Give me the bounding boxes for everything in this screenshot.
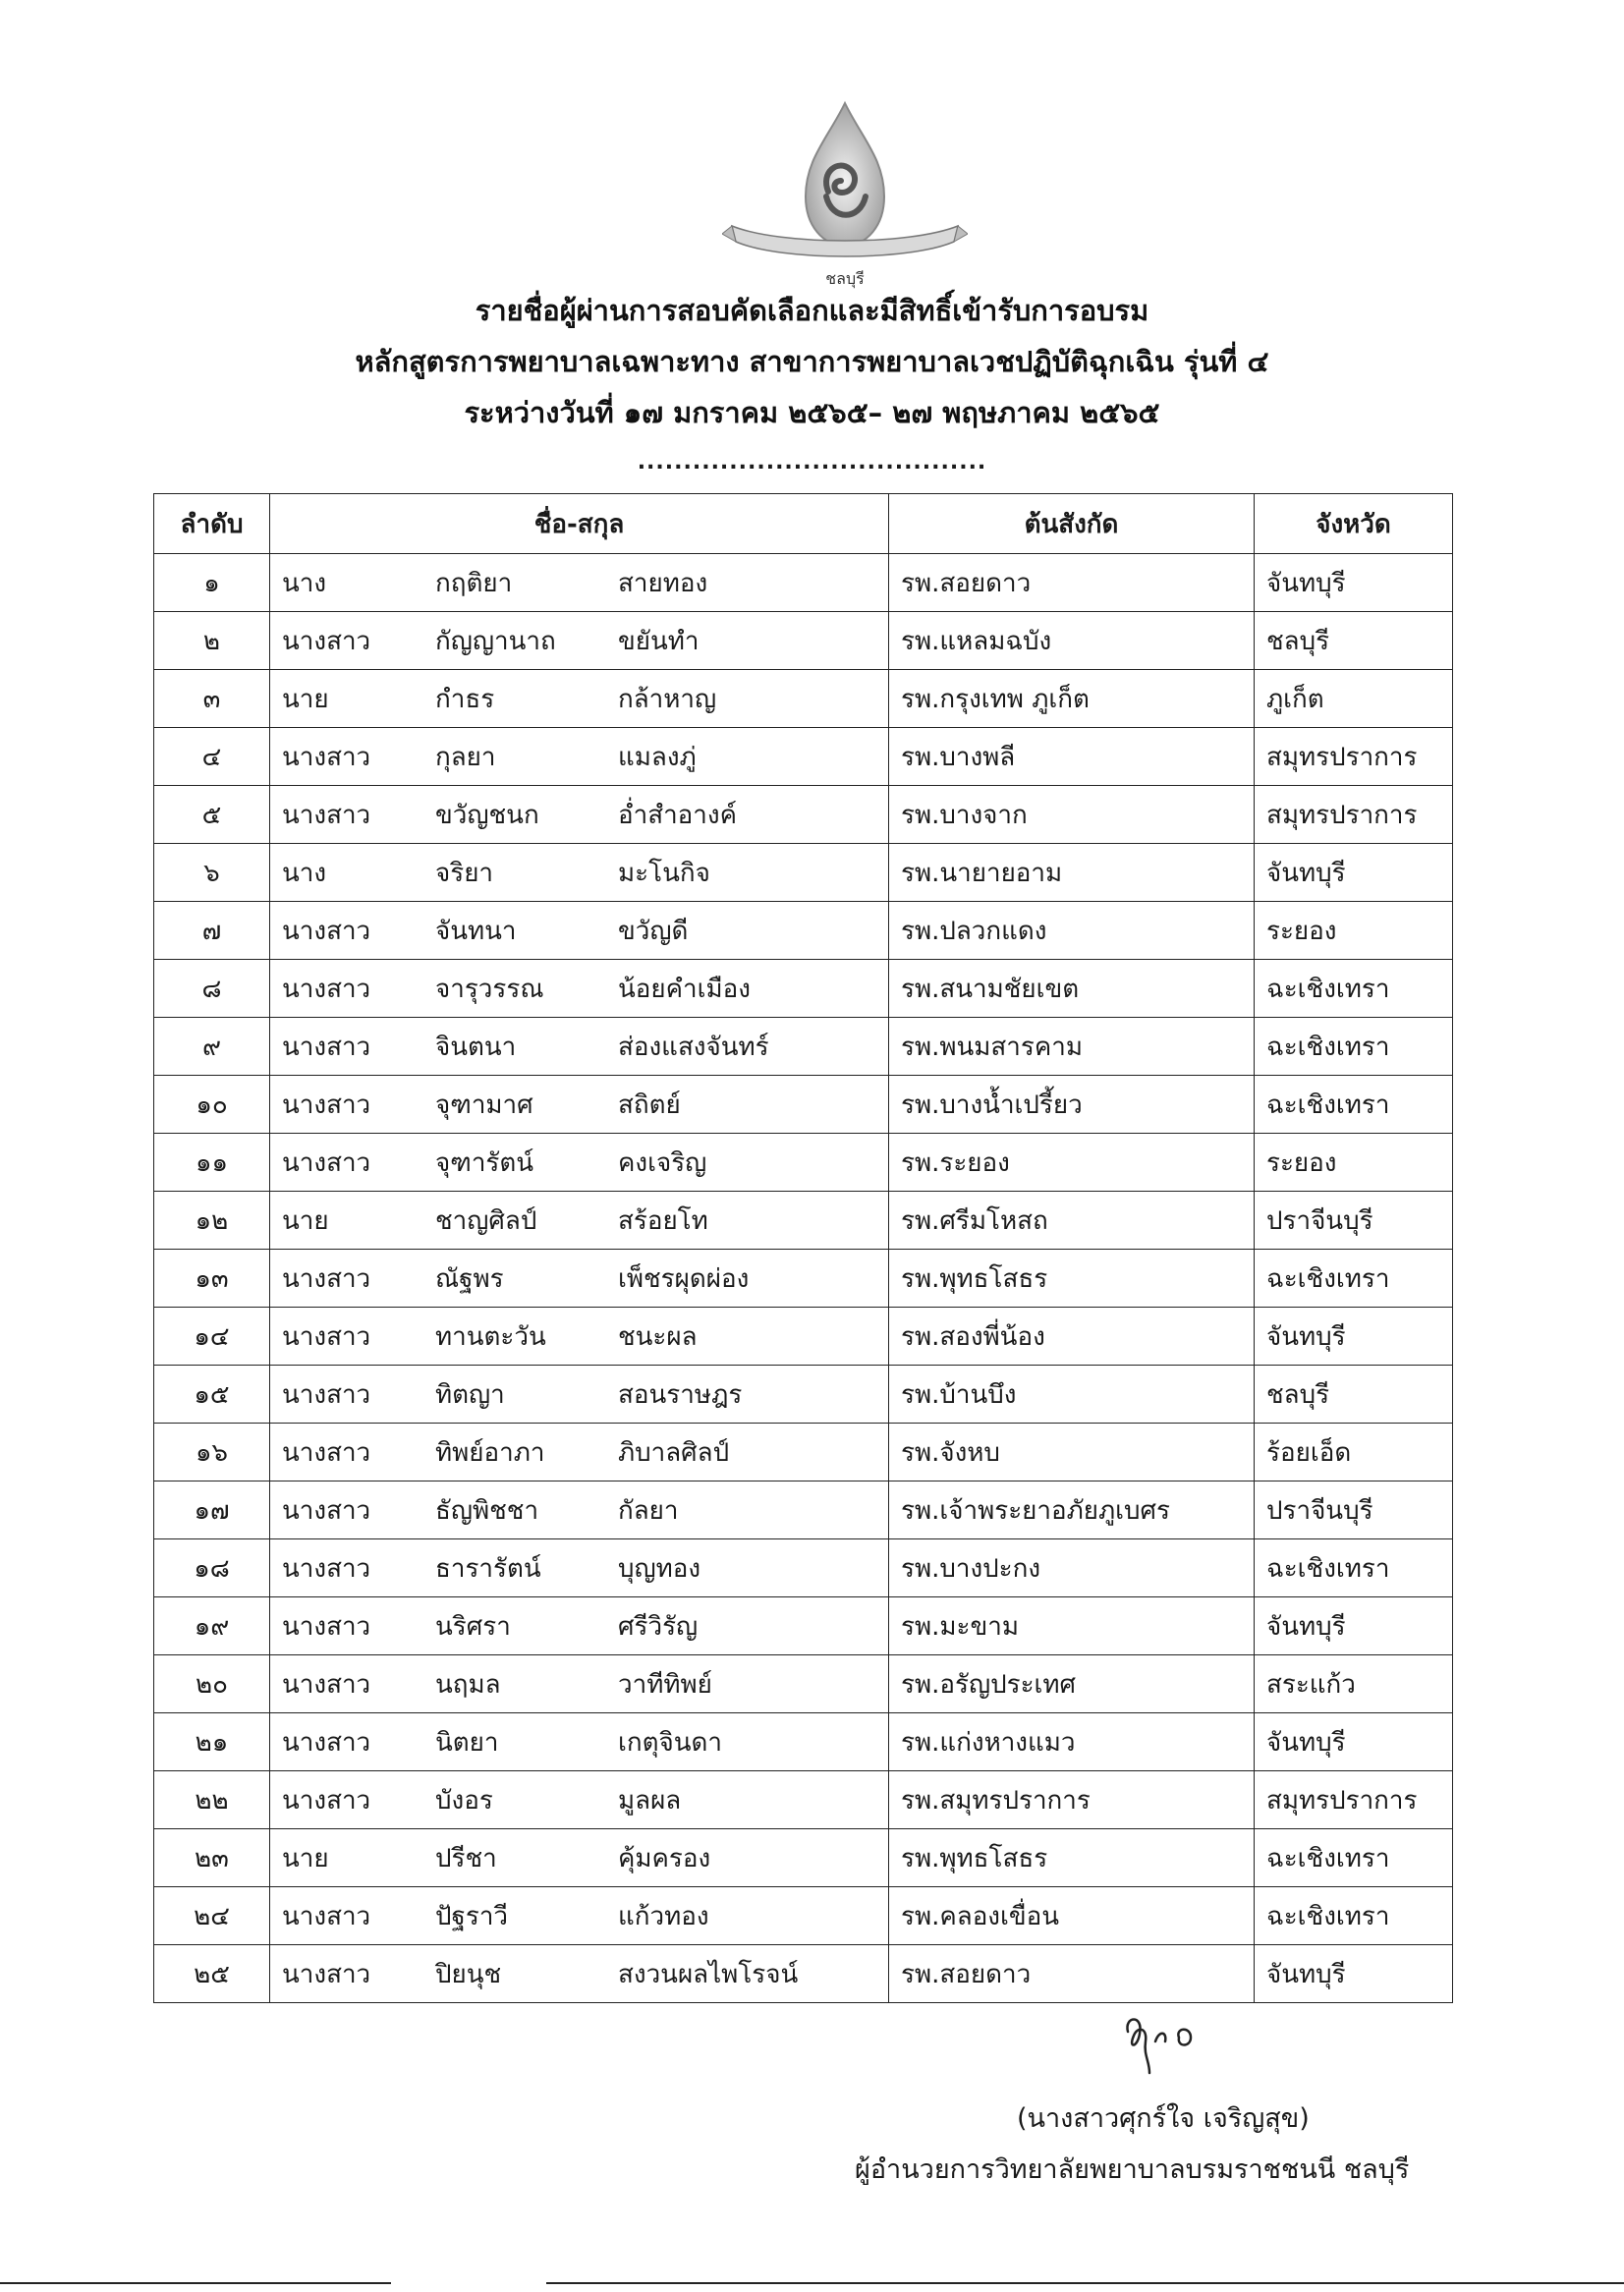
- row-province: ฉะเชิงเทรา: [1255, 1076, 1453, 1134]
- row-province: จันทบุรี: [1255, 1713, 1453, 1771]
- row-affiliation: รพ.สอยดาว: [889, 1945, 1255, 2003]
- row-first-name: จันทนา: [435, 916, 517, 946]
- row-no: ๑๖: [154, 1424, 270, 1481]
- row-last-name: ภิบาลศิลป์: [618, 1437, 730, 1468]
- row-first-name: จริยา: [435, 858, 494, 888]
- row-province: ปราจีนบุรี: [1255, 1481, 1453, 1539]
- row-last-name: แก้วทอง: [618, 1901, 709, 1931]
- row-fullname: [270, 1597, 889, 1655]
- table-row: [154, 1076, 1453, 1134]
- row-prefix: นาง: [282, 858, 327, 888]
- row-last-name: บุญทอง: [618, 1553, 701, 1584]
- row-last-name: วาทีทิพย์: [618, 1669, 712, 1700]
- row-affiliation: รพ.พุทธโสธร: [889, 1250, 1255, 1308]
- row-no: ๑๘: [154, 1539, 270, 1597]
- table-row: [154, 902, 1453, 960]
- row-first-name: ทิตญา: [435, 1379, 505, 1410]
- row-prefix: นางสาว: [282, 1901, 371, 1931]
- row-province: จันทบุรี: [1255, 844, 1453, 902]
- roster-table: [153, 493, 1453, 2003]
- header-province: จังหวัด: [1255, 494, 1453, 554]
- row-prefix: นางสาว: [282, 1263, 371, 1294]
- row-last-name: ขวัญดี: [618, 916, 689, 946]
- row-prefix: นางสาว: [282, 1785, 371, 1816]
- row-affiliation: รพ.บ้านบึง: [889, 1366, 1255, 1424]
- row-affiliation: รพ.บางปะกง: [889, 1539, 1255, 1597]
- row-province: ฉะเชิงเทรา: [1255, 1829, 1453, 1887]
- bottom-rule-left: [0, 2282, 391, 2284]
- row-no: ๖: [154, 844, 270, 902]
- row-affiliation: รพ.ระยอง: [889, 1134, 1255, 1192]
- row-no: ๑: [154, 554, 270, 612]
- row-prefix: นางสาว: [282, 1959, 371, 1989]
- row-affiliation: รพ.อรัญประเทศ: [889, 1655, 1255, 1713]
- row-first-name: ธารารัตน์: [435, 1553, 541, 1584]
- row-last-name: เกตุจินดา: [618, 1727, 723, 1758]
- row-last-name: น้อยคำเมือง: [618, 974, 751, 1004]
- row-affiliation: รพ.แหลมฉบัง: [889, 612, 1255, 670]
- table-row: [154, 670, 1453, 728]
- row-affiliation: รพ.บางน้ำเปรี้ยว: [889, 1076, 1255, 1134]
- table-row: [154, 1481, 1453, 1539]
- row-fullname: [270, 902, 889, 960]
- row-prefix: นางสาว: [282, 1727, 371, 1758]
- row-no: ๑๑: [154, 1134, 270, 1192]
- signer-title: ผู้อำนวยการวิทยาลัยพยาบาลบรมราชชนนี ชลบุรี: [855, 2154, 1410, 2185]
- header-affiliation: ต้นสังกัด: [889, 494, 1255, 554]
- row-first-name: ณัฐพร: [435, 1263, 504, 1294]
- row-last-name: มูลผล: [618, 1785, 682, 1816]
- row-first-name: กัญญานาถ: [435, 626, 556, 656]
- row-affiliation: รพ.สนามชัยเขต: [889, 960, 1255, 1018]
- row-affiliation: รพ.กรุงเทพ ภูเก็ต: [889, 670, 1255, 728]
- row-no: ๑๐: [154, 1076, 270, 1134]
- row-no: ๒: [154, 612, 270, 670]
- signer-name: (นางสาวศุกร์ใจ เจริญสุข): [1017, 2103, 1310, 2134]
- row-fullname: [270, 670, 889, 728]
- table-row: [154, 1250, 1453, 1308]
- table-row: [154, 1424, 1453, 1481]
- table-row: [154, 786, 1453, 844]
- row-no: ๙: [154, 1018, 270, 1076]
- row-first-name: นริศรา: [435, 1611, 511, 1642]
- row-affiliation: รพ.ศรีมโหสถ: [889, 1192, 1255, 1250]
- row-last-name: ศรีวิรัญ: [618, 1611, 699, 1642]
- row-no: ๘: [154, 960, 270, 1018]
- heading-line-2: หลักสูตรการพยาบาลเฉพาะทาง สาขาการพยาบาลเวชปฏิบัติฉุกเฉิน รุ่นที่ ๔: [355, 345, 1269, 378]
- row-no: ๑๙: [154, 1597, 270, 1655]
- row-first-name: ทานตะวัน: [435, 1321, 546, 1352]
- table-row: [154, 728, 1453, 786]
- row-no: ๔: [154, 728, 270, 786]
- row-prefix: นางสาว: [282, 742, 371, 772]
- row-province: จันทบุรี: [1255, 1597, 1453, 1655]
- row-last-name: มะโนกิจ: [618, 858, 710, 888]
- table-row: [154, 612, 1453, 670]
- row-affiliation: รพ.สอยดาว: [889, 554, 1255, 612]
- row-prefix: นางสาว: [282, 1437, 371, 1468]
- row-affiliation: รพ.เจ้าพระยาอภัยภูเบศร: [889, 1481, 1255, 1539]
- row-last-name: เพ็ชรผุดผ่อง: [618, 1263, 750, 1294]
- row-first-name: บังอร: [435, 1785, 493, 1816]
- row-last-name: แมลงภู่: [618, 742, 697, 772]
- row-prefix: นางสาว: [282, 800, 371, 830]
- row-last-name: สอนราษฎร: [618, 1379, 743, 1410]
- row-last-name: คงเจริญ: [618, 1147, 707, 1178]
- row-last-name: สถิตย์: [618, 1090, 681, 1120]
- row-prefix: นางสาว: [282, 626, 371, 656]
- table-row: [154, 1366, 1453, 1424]
- row-fullname: [270, 1829, 889, 1887]
- row-province: ชลบุรี: [1255, 1366, 1453, 1424]
- table-row: [154, 1713, 1453, 1771]
- row-first-name: จารุวรรณ: [435, 974, 544, 1004]
- row-no: ๑๒: [154, 1192, 270, 1250]
- row-province: ร้อยเอ็ด: [1255, 1424, 1453, 1481]
- row-no: ๑๓: [154, 1250, 270, 1308]
- row-prefix: นาย: [282, 1205, 329, 1236]
- row-no: ๗: [154, 902, 270, 960]
- row-province: สมุทรปราการ: [1255, 1771, 1453, 1829]
- row-affiliation: รพ.จังหบ: [889, 1424, 1255, 1481]
- row-prefix: นางสาว: [282, 1321, 371, 1352]
- row-fullname: [270, 1481, 889, 1539]
- row-no: ๑๕: [154, 1366, 270, 1424]
- row-province: ปราจีนบุรี: [1255, 1192, 1453, 1250]
- row-province: ฉะเชิงเทรา: [1255, 1887, 1453, 1945]
- row-first-name: ทิพย์อาภา: [435, 1437, 545, 1468]
- row-no: ๕: [154, 786, 270, 844]
- row-fullname: [270, 1076, 889, 1134]
- row-prefix: นางสาว: [282, 1032, 371, 1062]
- row-fullname: [270, 960, 889, 1018]
- college-emblem-icon: [722, 98, 968, 270]
- row-first-name: กฤติยา: [435, 568, 513, 598]
- table-row: [154, 960, 1453, 1018]
- row-prefix: นาย: [282, 684, 329, 714]
- row-last-name: คุ้มครอง: [618, 1843, 711, 1873]
- row-affiliation: รพ.สองพี่น้อง: [889, 1308, 1255, 1366]
- row-last-name: สงวนผลไพโรจน์: [618, 1959, 799, 1989]
- row-prefix: นางสาว: [282, 1090, 371, 1120]
- row-affiliation: รพ.คลองเขื่อน: [889, 1887, 1255, 1945]
- row-no: ๓: [154, 670, 270, 728]
- row-fullname: [270, 1192, 889, 1250]
- college-logo: [722, 98, 968, 288]
- row-province: จันทบุรี: [1255, 1945, 1453, 2003]
- row-prefix: นางสาว: [282, 916, 371, 946]
- row-prefix: นางสาว: [282, 1553, 371, 1584]
- row-province: ภูเก็ต: [1255, 670, 1453, 728]
- heading-line-1: รายชื่อผู้ผ่านการสอบคัดเลือกและมีสิทธิ์เข้ารับการอบรม: [475, 294, 1149, 327]
- row-province: ฉะเชิงเทรา: [1255, 1250, 1453, 1308]
- row-fullname: [270, 1713, 889, 1771]
- row-fullname: [270, 1539, 889, 1597]
- row-fullname: [270, 1308, 889, 1366]
- row-fullname: [270, 1771, 889, 1829]
- row-last-name: ขยันทำ: [618, 626, 700, 656]
- table-row: [154, 1192, 1453, 1250]
- heading-line-3: ระหว่างวันที่ ๑๗ มกราคม ๒๕๖๕– ๒๗ พฤษภาคม ๒๕๖๕: [464, 396, 1160, 429]
- table-row: [154, 1887, 1453, 1945]
- header-no: ลำดับ: [154, 494, 270, 554]
- row-first-name: ธัญพิชชา: [435, 1495, 539, 1526]
- row-prefix: นางสาว: [282, 1379, 371, 1410]
- row-no: ๒๕: [154, 1945, 270, 2003]
- row-last-name: สร้อยโท: [618, 1205, 708, 1236]
- table-row: [154, 844, 1453, 902]
- heading-separator: ......................................: [637, 450, 987, 475]
- row-last-name: ส่องแสงจันทร์: [618, 1032, 769, 1062]
- row-no: ๒๑: [154, 1713, 270, 1771]
- row-prefix: นางสาว: [282, 974, 371, 1004]
- row-affiliation: รพ.ปลวกแดง: [889, 902, 1255, 960]
- table-row: [154, 554, 1453, 612]
- row-first-name: ปรีชา: [435, 1843, 497, 1873]
- row-province: สมุทรปราการ: [1255, 786, 1453, 844]
- row-fullname: [270, 1887, 889, 1945]
- row-province: สมุทรปราการ: [1255, 728, 1453, 786]
- row-affiliation: รพ.สมุทรปราการ: [889, 1771, 1255, 1829]
- signature-mark: [1120, 2012, 1208, 2081]
- row-first-name: จินตนา: [435, 1032, 517, 1062]
- row-prefix: นาง: [282, 568, 327, 598]
- row-province: ชลบุรี: [1255, 612, 1453, 670]
- row-no: ๒๐: [154, 1655, 270, 1713]
- row-no: ๒๒: [154, 1771, 270, 1829]
- table-row: [154, 1829, 1453, 1887]
- row-last-name: สายทอง: [618, 568, 708, 598]
- table-row: [154, 1771, 1453, 1829]
- row-affiliation: รพ.บางจาก: [889, 786, 1255, 844]
- row-fullname: [270, 1250, 889, 1308]
- row-first-name: ปิยนุช: [435, 1959, 502, 1989]
- table-row: [154, 1018, 1453, 1076]
- row-province: ฉะเชิงเทรา: [1255, 1018, 1453, 1076]
- row-province: ฉะเชิงเทรา: [1255, 1539, 1453, 1597]
- row-fullname: [270, 728, 889, 786]
- row-last-name: ชนะผล: [618, 1321, 698, 1352]
- table-row: [154, 1655, 1453, 1713]
- row-prefix: นาย: [282, 1843, 329, 1873]
- row-affiliation: รพ.พนมสารคาม: [889, 1018, 1255, 1076]
- row-fullname: [270, 554, 889, 612]
- row-affiliation: รพ.พุทธโสธร: [889, 1829, 1255, 1887]
- row-province: จันทบุรี: [1255, 554, 1453, 612]
- row-fullname: [270, 1018, 889, 1076]
- row-prefix: นางสาว: [282, 1611, 371, 1642]
- row-affiliation: รพ.บางพลี: [889, 728, 1255, 786]
- row-last-name: อ่ำสำอางค์: [618, 800, 737, 830]
- row-first-name: ขวัญชนก: [435, 800, 539, 830]
- row-first-name: นิตยา: [435, 1727, 499, 1758]
- row-no: ๒๔: [154, 1887, 270, 1945]
- row-prefix: นางสาว: [282, 1495, 371, 1526]
- table-row: [154, 1597, 1453, 1655]
- row-first-name: ชาญศิลป์: [435, 1205, 537, 1236]
- row-fullname: [270, 786, 889, 844]
- row-affiliation: รพ.แก่งหางแมว: [889, 1713, 1255, 1771]
- bottom-rule-right: [546, 2282, 1624, 2284]
- row-fullname: [270, 612, 889, 670]
- row-prefix: นางสาว: [282, 1147, 371, 1178]
- row-first-name: กุลยา: [435, 742, 496, 772]
- row-fullname: [270, 1424, 889, 1481]
- row-province: สระแก้ว: [1255, 1655, 1453, 1713]
- row-last-name: กล้าหาญ: [618, 684, 717, 714]
- row-fullname: [270, 1366, 889, 1424]
- table-row: [154, 1308, 1453, 1366]
- row-first-name: นฤมล: [435, 1669, 501, 1700]
- row-first-name: ปัฐราวี: [435, 1901, 509, 1931]
- row-affiliation: รพ.มะขาม: [889, 1597, 1255, 1655]
- row-no: ๒๓: [154, 1829, 270, 1887]
- row-first-name: กำธร: [435, 684, 495, 714]
- table-row: [154, 1134, 1453, 1192]
- table-row: [154, 1945, 1453, 2003]
- row-province: จันทบุรี: [1255, 1308, 1453, 1366]
- row-first-name: จุฑารัตน์: [435, 1147, 534, 1178]
- row-fullname: [270, 1945, 889, 2003]
- row-last-name: กัลยา: [618, 1495, 679, 1526]
- row-no: ๑๔: [154, 1308, 270, 1366]
- row-prefix: นางสาว: [282, 1669, 371, 1700]
- row-fullname: [270, 1134, 889, 1192]
- row-province: ฉะเชิงเทรา: [1255, 960, 1453, 1018]
- header-name: ชื่อ-สกุล: [270, 494, 889, 554]
- header-row: [154, 494, 1453, 554]
- row-affiliation: รพ.นายายอาม: [889, 844, 1255, 902]
- row-fullname: [270, 844, 889, 902]
- row-fullname: [270, 1655, 889, 1713]
- row-province: ระยอง: [1255, 902, 1453, 960]
- row-no: ๑๗: [154, 1481, 270, 1539]
- row-province: ระยอง: [1255, 1134, 1453, 1192]
- table-row: [154, 1539, 1453, 1597]
- logo-subtitle: ชลบุรี: [825, 269, 865, 288]
- row-first-name: จุฑามาศ: [435, 1090, 533, 1120]
